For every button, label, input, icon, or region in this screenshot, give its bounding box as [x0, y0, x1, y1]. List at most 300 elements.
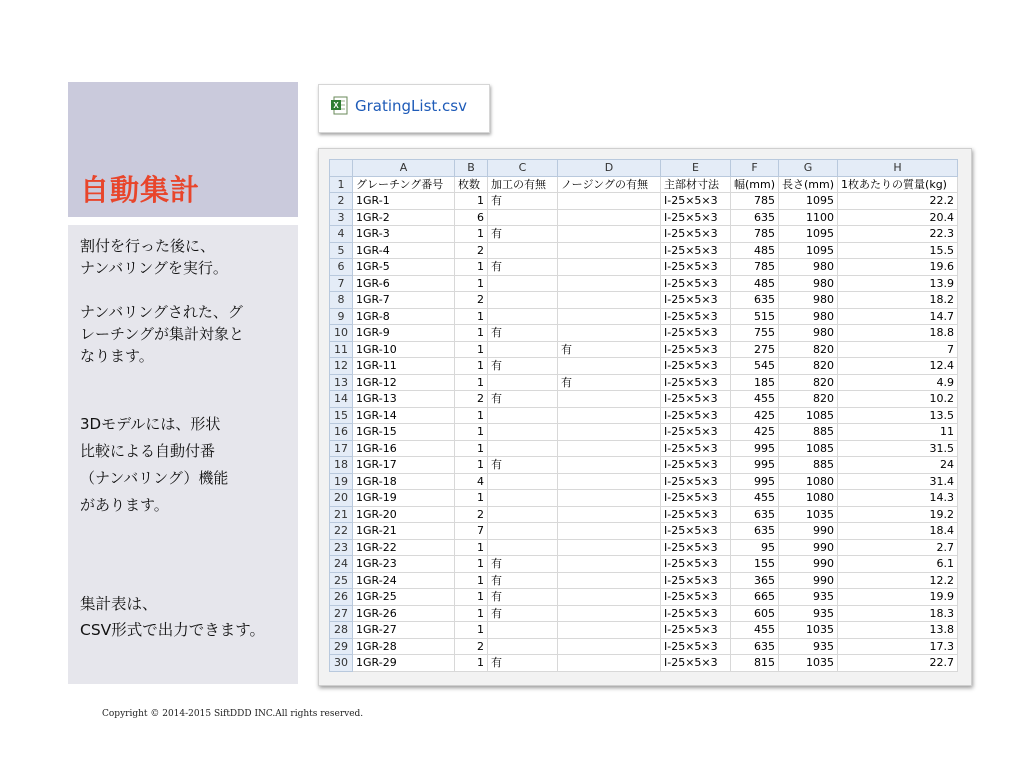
table-cell[interactable]	[488, 440, 558, 457]
table-cell[interactable]: I-25×5×3	[661, 209, 731, 226]
table-cell[interactable]: 485	[731, 275, 779, 292]
table-cell[interactable]	[558, 622, 661, 639]
row-number[interactable]: 30	[330, 655, 353, 672]
table-cell[interactable]: 1GR-25	[353, 589, 455, 606]
table-cell[interactable]	[558, 308, 661, 325]
table-cell[interactable]: 935	[779, 605, 838, 622]
csv-file-name[interactable]: GratingList.csv	[355, 97, 467, 115]
table-cell[interactable]: 1GR-3	[353, 226, 455, 243]
table-cell[interactable]: I-25×5×3	[661, 605, 731, 622]
table-cell[interactable]: 1GR-23	[353, 556, 455, 573]
table-cell[interactable]: 755	[731, 325, 779, 342]
table-cell[interactable]: I-25×5×3	[661, 407, 731, 424]
table-cell[interactable]: 995	[731, 440, 779, 457]
table-cell[interactable]: 1	[455, 490, 488, 507]
table-cell[interactable]: 7	[838, 341, 958, 358]
table-cell[interactable]: 1GR-6	[353, 275, 455, 292]
table-cell[interactable]: 17.3	[838, 638, 958, 655]
table-cell[interactable]: 990	[779, 556, 838, 573]
column-header-e[interactable]: E	[661, 160, 731, 177]
table-cell[interactable]: 20.4	[838, 209, 958, 226]
header-cell[interactable]: グレーチング番号	[353, 176, 455, 193]
table-cell[interactable]: 1085	[779, 440, 838, 457]
table-cell[interactable]: 635	[731, 209, 779, 226]
table-cell[interactable]: 1GR-7	[353, 292, 455, 309]
row-number[interactable]: 19	[330, 473, 353, 490]
table-cell[interactable]: I-25×5×3	[661, 556, 731, 573]
table-cell[interactable]	[558, 572, 661, 589]
table-cell[interactable]: 2	[455, 242, 488, 259]
table-cell[interactable]: I-25×5×3	[661, 572, 731, 589]
table-cell[interactable]	[558, 490, 661, 507]
table-cell[interactable]	[488, 292, 558, 309]
row-number[interactable]: 7	[330, 275, 353, 292]
table-cell[interactable]: 1GR-17	[353, 457, 455, 474]
table-cell[interactable]: 14.3	[838, 490, 958, 507]
table-cell[interactable]: 有	[488, 457, 558, 474]
table-cell[interactable]: 有	[488, 193, 558, 210]
table-cell[interactable]: 635	[731, 638, 779, 655]
table-cell[interactable]: 885	[779, 424, 838, 441]
table-cell[interactable]: 1GR-15	[353, 424, 455, 441]
copyright-notice: Copyright © 2014-2015 SiftDDD INC.All rights reserved.	[102, 709, 364, 719]
table-cell[interactable]: 990	[779, 539, 838, 556]
table-cell[interactable]: 31.5	[838, 440, 958, 457]
table-row	[330, 325, 958, 342]
row-number[interactable]: 12	[330, 358, 353, 375]
table-cell[interactable]: 31.4	[838, 473, 958, 490]
table-cell[interactable]: 885	[779, 457, 838, 474]
row-number[interactable]: 27	[330, 605, 353, 622]
table-cell[interactable]: 7	[455, 523, 488, 540]
header-row	[330, 176, 958, 193]
table-cell[interactable]: 1035	[779, 622, 838, 639]
table-cell[interactable]	[558, 506, 661, 523]
table-cell[interactable]: 635	[731, 292, 779, 309]
row-number[interactable]: 21	[330, 506, 353, 523]
row-number[interactable]: 29	[330, 638, 353, 655]
table-cell[interactable]	[558, 473, 661, 490]
row-number[interactable]: 10	[330, 325, 353, 342]
table-cell[interactable]	[558, 589, 661, 606]
table-cell[interactable]: 980	[779, 325, 838, 342]
table-cell[interactable]: 14.7	[838, 308, 958, 325]
table-cell[interactable]: 605	[731, 605, 779, 622]
table-cell[interactable]	[488, 490, 558, 507]
table-cell[interactable]	[488, 209, 558, 226]
table-cell[interactable]: 275	[731, 341, 779, 358]
table-cell[interactable]: 635	[731, 523, 779, 540]
table-cell[interactable]	[558, 605, 661, 622]
column-header-a[interactable]: A	[353, 160, 455, 177]
table-cell[interactable]: 1GR-24	[353, 572, 455, 589]
column-header-c[interactable]: C	[488, 160, 558, 177]
table-cell[interactable]: 635	[731, 506, 779, 523]
table-cell[interactable]: I-25×5×3	[661, 457, 731, 474]
row-number[interactable]: 13	[330, 374, 353, 391]
table-cell[interactable]: 820	[779, 374, 838, 391]
description-paragraph-1: 割付を行った後に、 ナンバリングを実行。	[80, 237, 228, 277]
table-cell[interactable]: 1	[455, 572, 488, 589]
table-cell[interactable]: 1035	[779, 506, 838, 523]
table-cell[interactable]: I-25×5×3	[661, 539, 731, 556]
table-cell[interactable]: 785	[731, 226, 779, 243]
table-cell[interactable]: 995	[731, 473, 779, 490]
table-cell[interactable]: 24	[838, 457, 958, 474]
table-cell[interactable]: 1	[455, 193, 488, 210]
table-cell[interactable]: 95	[731, 539, 779, 556]
row-number[interactable]: 26	[330, 589, 353, 606]
table-cell[interactable]	[558, 226, 661, 243]
table-cell[interactable]	[558, 424, 661, 441]
row-number[interactable]: 16	[330, 424, 353, 441]
row-number[interactable]: 15	[330, 407, 353, 424]
row-number[interactable]: 4	[330, 226, 353, 243]
select-all-corner[interactable]	[330, 160, 353, 177]
table-cell[interactable]	[558, 407, 661, 424]
table-cell[interactable]: 有	[488, 325, 558, 342]
table-cell[interactable]: 有	[488, 589, 558, 606]
table-cell[interactable]: 6	[455, 209, 488, 226]
table-cell[interactable]	[558, 638, 661, 655]
table-cell[interactable]: 785	[731, 193, 779, 210]
header-cell[interactable]: ノージングの有無	[558, 176, 661, 193]
table-cell[interactable]: 1GR-2	[353, 209, 455, 226]
table-cell[interactable]: 425	[731, 424, 779, 441]
table-cell[interactable]: 1085	[779, 407, 838, 424]
table-cell[interactable]	[558, 655, 661, 672]
table-cell[interactable]: 2.7	[838, 539, 958, 556]
table-cell[interactable]: 815	[731, 655, 779, 672]
table-cell[interactable]: I-25×5×3	[661, 490, 731, 507]
table-cell[interactable]: 1035	[779, 655, 838, 672]
table-cell[interactable]: I-25×5×3	[661, 325, 731, 342]
table-cell[interactable]: 1GR-19	[353, 490, 455, 507]
table-cell[interactable]: 1	[455, 605, 488, 622]
row-number[interactable]: 25	[330, 572, 353, 589]
table-cell[interactable]: 155	[731, 556, 779, 573]
table-cell[interactable]: 935	[779, 638, 838, 655]
row-number[interactable]: 8	[330, 292, 353, 309]
table-cell[interactable]: 1GR-11	[353, 358, 455, 375]
table-cell[interactable]	[558, 325, 661, 342]
table-cell[interactable]: 1	[455, 407, 488, 424]
table-cell[interactable]	[488, 407, 558, 424]
table-cell[interactable]: 有	[488, 572, 558, 589]
table-cell[interactable]: I-25×5×3	[661, 193, 731, 210]
table-cell[interactable]: 785	[731, 259, 779, 276]
table-cell[interactable]: 1	[455, 374, 488, 391]
table-cell[interactable]: 1GR-22	[353, 539, 455, 556]
table-cell[interactable]: 1	[455, 457, 488, 474]
table-cell[interactable]: 1GR-8	[353, 308, 455, 325]
table-cell[interactable]: 1GR-13	[353, 391, 455, 408]
table-cell[interactable]: I-25×5×3	[661, 292, 731, 309]
table-cell[interactable]: 1	[455, 259, 488, 276]
table-cell[interactable]: 4	[455, 473, 488, 490]
table-cell[interactable]	[488, 523, 558, 540]
table-cell[interactable]: 1	[455, 589, 488, 606]
header-cell[interactable]: 枚数	[455, 176, 488, 193]
table-cell[interactable]: I-25×5×3	[661, 275, 731, 292]
table-cell[interactable]	[488, 308, 558, 325]
table-cell[interactable]: I-25×5×3	[661, 638, 731, 655]
csv-file-link[interactable]	[318, 84, 490, 133]
row-number[interactable]: 1	[330, 176, 353, 193]
table-cell[interactable]: 665	[731, 589, 779, 606]
table-cell[interactable]: 22.3	[838, 226, 958, 243]
table-cell[interactable]: 1	[455, 440, 488, 457]
table-cell[interactable]: 有	[558, 374, 661, 391]
table-cell[interactable]: 11	[838, 424, 958, 441]
table-cell[interactable]	[558, 358, 661, 375]
table-cell[interactable]: 455	[731, 490, 779, 507]
table-cell[interactable]: 18.3	[838, 605, 958, 622]
row-number[interactable]: 28	[330, 622, 353, 639]
table-cell[interactable]: 990	[779, 523, 838, 540]
table-cell[interactable]	[488, 275, 558, 292]
table-cell[interactable]: 455	[731, 391, 779, 408]
table-cell[interactable]: 2	[455, 638, 488, 655]
table-cell[interactable]: I-25×5×3	[661, 308, 731, 325]
row-number[interactable]: 5	[330, 242, 353, 259]
table-cell[interactable]	[488, 539, 558, 556]
table-cell[interactable]: 1	[455, 325, 488, 342]
table-cell[interactable]: 980	[779, 275, 838, 292]
table-cell[interactable]: I-25×5×3	[661, 259, 731, 276]
table-cell[interactable]: I-25×5×3	[661, 622, 731, 639]
table-cell[interactable]: 1	[455, 539, 488, 556]
row-number[interactable]: 22	[330, 523, 353, 540]
table-cell[interactable]: 18.8	[838, 325, 958, 342]
table-cell[interactable]: 1GR-27	[353, 622, 455, 639]
table-cell[interactable]	[558, 391, 661, 408]
table-cell[interactable]	[558, 259, 661, 276]
table-cell[interactable]	[558, 457, 661, 474]
table-cell[interactable]: 980	[779, 292, 838, 309]
table-cell[interactable]: 820	[779, 341, 838, 358]
table-cell[interactable]: 1GR-18	[353, 473, 455, 490]
table-cell[interactable]: 2	[455, 391, 488, 408]
table-cell[interactable]	[558, 539, 661, 556]
header-cell[interactable]: 幅(mm)	[731, 176, 779, 193]
table-cell[interactable]: 有	[558, 341, 661, 358]
table-cell[interactable]: 13.9	[838, 275, 958, 292]
column-header-f[interactable]: F	[731, 160, 779, 177]
row-number[interactable]: 14	[330, 391, 353, 408]
table-cell[interactable]: 1095	[779, 226, 838, 243]
table-row	[330, 473, 958, 490]
column-header-h[interactable]: H	[838, 160, 958, 177]
table-cell[interactable]: 1095	[779, 242, 838, 259]
table-cell[interactable]	[558, 523, 661, 540]
table-cell[interactable]: 1GR-10	[353, 341, 455, 358]
table-cell[interactable]: 1GR-4	[353, 242, 455, 259]
table-cell[interactable]: I-25×5×3	[661, 473, 731, 490]
table-cell[interactable]: I-25×5×3	[661, 242, 731, 259]
header-cell[interactable]: 長さ(mm)	[779, 176, 838, 193]
table-cell[interactable]: 1GR-5	[353, 259, 455, 276]
table-cell[interactable]: 1	[455, 275, 488, 292]
table-cell[interactable]: 820	[779, 391, 838, 408]
table-cell[interactable]: I-25×5×3	[661, 506, 731, 523]
table-cell[interactable]: 1GR-21	[353, 523, 455, 540]
table-cell[interactable]: 1GR-26	[353, 605, 455, 622]
table-cell[interactable]: 有	[488, 605, 558, 622]
table-cell[interactable]: 485	[731, 242, 779, 259]
table-cell[interactable]: 1GR-9	[353, 325, 455, 342]
table-cell[interactable]: 1GR-28	[353, 638, 455, 655]
table-cell[interactable]: 1GR-14	[353, 407, 455, 424]
row-number[interactable]: 11	[330, 341, 353, 358]
table-cell[interactable]	[488, 473, 558, 490]
table-cell[interactable]: I-25×5×3	[661, 424, 731, 441]
table-cell[interactable]: 19.6	[838, 259, 958, 276]
table-cell[interactable]: 13.8	[838, 622, 958, 639]
table-cell[interactable]: 12.4	[838, 358, 958, 375]
table-cell[interactable]: I-25×5×3	[661, 374, 731, 391]
row-number[interactable]: 2	[330, 193, 353, 210]
table-cell[interactable]: 10.2	[838, 391, 958, 408]
table-cell[interactable]: 有	[488, 226, 558, 243]
table-row	[330, 589, 958, 606]
table-cell[interactable]: 有	[488, 259, 558, 276]
spreadsheet-grid	[329, 159, 958, 672]
table-cell[interactable]	[488, 506, 558, 523]
table-cell[interactable]: 990	[779, 572, 838, 589]
row-number[interactable]: 6	[330, 259, 353, 276]
table-cell[interactable]: 18.2	[838, 292, 958, 309]
table-row	[330, 292, 958, 309]
table-cell[interactable]: 4.9	[838, 374, 958, 391]
row-number[interactable]: 20	[330, 490, 353, 507]
table-row	[330, 275, 958, 292]
description-paragraph-2: ナンバリングされた、グ レーチングが集計対象と なります。	[80, 303, 244, 365]
table-cell[interactable]: 12.2	[838, 572, 958, 589]
table-row	[330, 572, 958, 589]
table-cell[interactable]: 有	[488, 391, 558, 408]
table-cell[interactable]	[488, 622, 558, 639]
table-cell[interactable]: 1	[455, 622, 488, 639]
table-cell[interactable]: 820	[779, 358, 838, 375]
table-cell[interactable]: 1GR-16	[353, 440, 455, 457]
table-cell[interactable]: I-25×5×3	[661, 440, 731, 457]
table-cell[interactable]: I-25×5×3	[661, 226, 731, 243]
table-cell[interactable]: I-25×5×3	[661, 589, 731, 606]
table-cell[interactable]: 1095	[779, 193, 838, 210]
table-cell[interactable]: 1080	[779, 490, 838, 507]
table-cell[interactable]: 995	[731, 457, 779, 474]
table-cell[interactable]: 455	[731, 622, 779, 639]
table-row	[330, 638, 958, 655]
table-cell[interactable]: 22.7	[838, 655, 958, 672]
table-cell[interactable]: 2	[455, 292, 488, 309]
table-cell[interactable]: 1100	[779, 209, 838, 226]
table-cell[interactable]: I-25×5×3	[661, 655, 731, 672]
header-cell[interactable]: 1枚あたりの質量(kg)	[838, 176, 958, 193]
table-cell[interactable]	[558, 275, 661, 292]
table-cell[interactable]: 1	[455, 655, 488, 672]
table-cell[interactable]	[558, 242, 661, 259]
table-cell[interactable]	[558, 440, 661, 457]
table-cell[interactable]: 1	[455, 226, 488, 243]
table-cell[interactable]: 935	[779, 589, 838, 606]
table-cell[interactable]: I-25×5×3	[661, 358, 731, 375]
row-number[interactable]: 18	[330, 457, 353, 474]
table-cell[interactable]: 1	[455, 308, 488, 325]
table-cell[interactable]: I-25×5×3	[661, 523, 731, 540]
svg-text:X: X	[333, 101, 339, 110]
column-header-d[interactable]: D	[558, 160, 661, 177]
table-cell[interactable]	[558, 193, 661, 210]
table-cell[interactable]	[488, 638, 558, 655]
table-cell[interactable]: 1	[455, 424, 488, 441]
table-cell[interactable]: 545	[731, 358, 779, 375]
row-number[interactable]: 23	[330, 539, 353, 556]
table-cell[interactable]: 1080	[779, 473, 838, 490]
table-cell[interactable]: 1GR-1	[353, 193, 455, 210]
table-cell[interactable]: 1	[455, 556, 488, 573]
table-cell[interactable]: 515	[731, 308, 779, 325]
header-cell[interactable]: 加工の有無	[488, 176, 558, 193]
table-cell[interactable]: 1	[455, 341, 488, 358]
table-row	[330, 655, 958, 672]
table-cell[interactable]: 有	[488, 358, 558, 375]
table-cell[interactable]: 18.4	[838, 523, 958, 540]
table-cell[interactable]: 13.5	[838, 407, 958, 424]
table-cell[interactable]: 980	[779, 308, 838, 325]
table-row	[330, 341, 958, 358]
table-cell[interactable]	[558, 209, 661, 226]
table-cell[interactable]: 19.2	[838, 506, 958, 523]
table-cell[interactable]: 185	[731, 374, 779, 391]
column-header-b[interactable]: B	[455, 160, 488, 177]
table-row	[330, 374, 958, 391]
row-number[interactable]: 9	[330, 308, 353, 325]
table-cell[interactable]: 365	[731, 572, 779, 589]
table-cell[interactable]: 1GR-29	[353, 655, 455, 672]
table-row	[330, 556, 958, 573]
table-cell[interactable]: 有	[488, 655, 558, 672]
column-header-g[interactable]: G	[779, 160, 838, 177]
table-cell[interactable]: I-25×5×3	[661, 341, 731, 358]
table-cell[interactable]: 1	[455, 358, 488, 375]
table-cell[interactable]	[488, 424, 558, 441]
table-cell[interactable]: 19.9	[838, 589, 958, 606]
table-cell[interactable]: 980	[779, 259, 838, 276]
row-number[interactable]: 3	[330, 209, 353, 226]
table-cell[interactable]: 1GR-12	[353, 374, 455, 391]
table-cell[interactable]: 2	[455, 506, 488, 523]
table-cell[interactable]	[488, 242, 558, 259]
table-cell[interactable]	[558, 292, 661, 309]
table-cell[interactable]: I-25×5×3	[661, 391, 731, 408]
table-cell[interactable]: 15.5	[838, 242, 958, 259]
table-row	[330, 242, 958, 259]
table-cell[interactable]	[488, 374, 558, 391]
table-cell[interactable]: 6.1	[838, 556, 958, 573]
row-number[interactable]: 24	[330, 556, 353, 573]
table-cell[interactable]: 1GR-20	[353, 506, 455, 523]
table-cell[interactable]	[558, 556, 661, 573]
title-panel	[68, 82, 298, 217]
header-cell[interactable]: 主部材寸法	[661, 176, 731, 193]
table-cell[interactable]: 425	[731, 407, 779, 424]
row-number[interactable]: 17	[330, 440, 353, 457]
table-cell[interactable]: 22.2	[838, 193, 958, 210]
table-cell[interactable]: 有	[488, 556, 558, 573]
table-cell[interactable]	[488, 341, 558, 358]
